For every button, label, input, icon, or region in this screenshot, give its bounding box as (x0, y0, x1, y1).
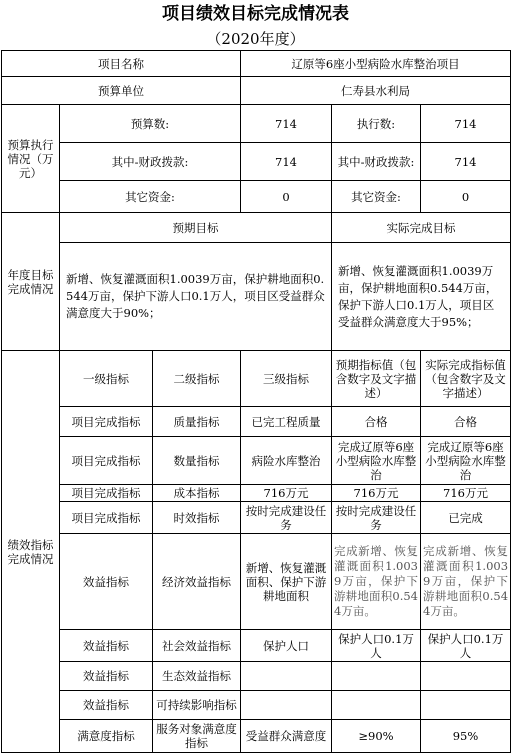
fiscal-row (2, 143, 511, 181)
row-expected (332, 691, 421, 720)
row-level2: 服务对象满意度指标 (153, 720, 241, 753)
table-row (2, 662, 511, 691)
row-actual: 完成辽原等6座小型病险水库整治 (421, 437, 511, 485)
budget-value: 714 (241, 105, 332, 143)
project-name-label: 项目名称 (2, 51, 241, 77)
table-row (2, 534, 511, 630)
budget-unit-label: 预算单位 (2, 77, 241, 105)
expected-value-header: 预期指标值（包含数字及文字描述） (332, 351, 421, 407)
row-level1: 效益指标 (60, 534, 153, 630)
fiscal-label: 其中-财政拨款: (60, 143, 241, 181)
row-level2: 可持续影响指标 (153, 691, 241, 720)
table-row (2, 437, 511, 485)
row-level3 (241, 691, 332, 720)
row-level1: 项目完成指标 (60, 502, 153, 534)
row-level3: 已完工程质量 (241, 407, 332, 437)
budget-exec-section-label: 预算执行情况（万元） (2, 105, 60, 213)
row-actual: 完成新增、恢复灌溉面积1.0039万亩，保护下游耕地面积0.544万亩。 (421, 534, 511, 630)
row-actual: 95% (421, 720, 511, 753)
other-value: 0 (241, 181, 332, 213)
row-actual: 已完成 (421, 502, 511, 534)
row-actual: 716万元 (421, 485, 511, 502)
level1-header: 一级指标 (60, 351, 153, 407)
table-row (2, 630, 511, 662)
other-label: 其它资金: (60, 181, 241, 213)
row-expected: 716万元 (332, 485, 421, 502)
expected-goal-text: 新增、恢复灌溉面积1.0039万亩，保护耕地面积0.544万亩，保护下游人口0.1万人，项目区受益群众满意度大于90%； (60, 243, 332, 351)
indicator-header-row (2, 351, 511, 407)
project-name-row (2, 51, 511, 77)
row-expected: 保护人口0.1万人 (332, 630, 421, 662)
row-actual (421, 691, 511, 720)
row-level2: 生态效益指标 (153, 662, 241, 691)
budget-unit-row (2, 77, 511, 105)
row-level1: 满意度指标 (60, 720, 153, 753)
annual-content-row (2, 243, 511, 351)
other-row (2, 181, 511, 213)
row-actual: 保护人口0.1万人 (421, 630, 511, 662)
row-level2: 经济效益指标 (153, 534, 241, 630)
row-level3: 按时完成建设任务 (241, 502, 332, 534)
row-level3: 病险水库整治 (241, 437, 332, 485)
row-level2: 数量指标 (153, 437, 241, 485)
row-level2: 成本指标 (153, 485, 241, 502)
project-name-value: 辽原等6座小型病险水库整治项目 (241, 51, 511, 77)
fiscal-exec-label: 其中-财政拨款: (332, 143, 421, 181)
level2-header: 二级指标 (153, 351, 241, 407)
performance-section-label: 绩效指标完成情况 (2, 351, 60, 753)
exec-label: 执行数: (332, 105, 421, 143)
row-level1: 效益指标 (60, 662, 153, 691)
row-expected: 完成辽原等6座小型病险水库整治 (332, 437, 421, 485)
row-level2: 时效指标 (153, 502, 241, 534)
row-level3: 716万元 (241, 485, 332, 502)
actual-value-header: 实际完成指标值（包含数字及文字描述） (421, 351, 511, 407)
row-level3: 保护人口 (241, 630, 332, 662)
row-level3: 新增、恢复灌溉面积、保护下游耕地面积 (241, 534, 332, 630)
row-level3 (241, 662, 332, 691)
table-row (2, 691, 511, 720)
row-level1: 项目完成指标 (60, 437, 153, 485)
expected-goal-header: 预期目标 (60, 213, 332, 243)
row-level2: 质量指标 (153, 407, 241, 437)
budget-unit-value: 仁寿县水利局 (241, 77, 511, 105)
row-level1: 效益指标 (60, 630, 153, 662)
row-level2: 社会效益指标 (153, 630, 241, 662)
row-level1: 项目完成指标 (60, 407, 153, 437)
other-exec-label: 其它资金: (332, 181, 421, 213)
budget-label: 预算数: (60, 105, 241, 143)
row-level1: 项目完成指标 (60, 485, 153, 502)
row-expected: 按时完成建设任务 (332, 502, 421, 534)
row-expected: 合格 (332, 407, 421, 437)
table-row (2, 407, 511, 437)
level3-header: 三级指标 (241, 351, 332, 407)
row-actual (421, 662, 511, 691)
other-exec-value: 0 (421, 181, 511, 213)
row-expected (332, 662, 421, 691)
fiscal-exec-value: 714 (421, 143, 511, 181)
row-level1: 效益指标 (60, 691, 153, 720)
row-level3: 受益群众满意度 (241, 720, 332, 753)
table-row (2, 485, 511, 502)
row-actual: 合格 (421, 407, 511, 437)
page-title: 项目绩效目标完成情况表 (162, 4, 349, 24)
actual-goal-header: 实际完成目标 (332, 213, 511, 243)
row-expected: ≥90% (332, 720, 421, 753)
annual-section-label: 年度目标完成情况 (2, 213, 60, 351)
exec-value: 714 (421, 105, 511, 143)
table-row (2, 502, 511, 534)
budget-row (2, 105, 511, 143)
row-expected: 完成新增、恢复灌溉面积1.0039万亩，保护下游耕地面积0.544万亩。 (332, 534, 421, 630)
actual-goal-text: 新增、恢复灌溉面积1.0039万亩，保护耕地面积0.544万亩，保护下游人口0.1万人，项目区受益群众满意度大于95%； (332, 243, 511, 351)
annual-header-row (2, 213, 511, 243)
page-subtitle: （2020年度） (206, 30, 305, 48)
performance-table (1, 50, 511, 753)
table-row (2, 720, 511, 753)
fiscal-value: 714 (241, 143, 332, 181)
